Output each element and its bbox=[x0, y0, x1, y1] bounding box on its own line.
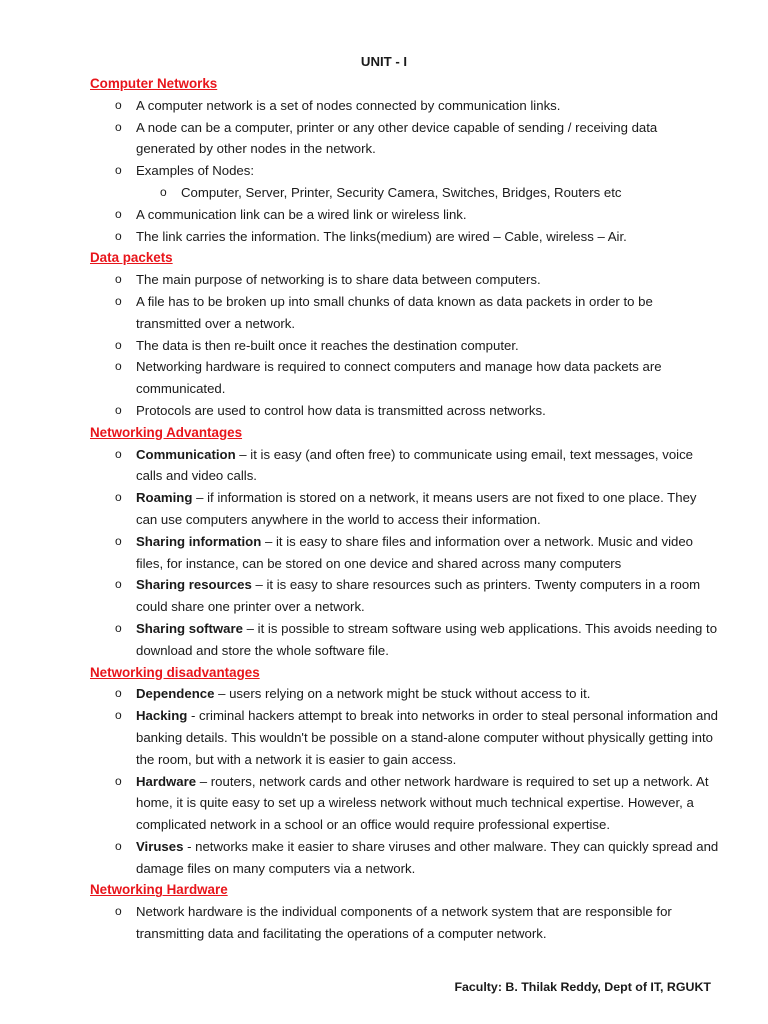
list-item: o Dependence – users relying on a network might be stuck without access to it. bbox=[90, 683, 720, 705]
list-item: o The link carries the information. The links(medium) are wired – Cable, wireless – Air. bbox=[90, 226, 720, 248]
term: Sharing resources bbox=[136, 577, 252, 593]
bullet-list bbox=[90, 95, 720, 182]
term: Sharing information bbox=[136, 533, 262, 549]
term: Hacking bbox=[136, 708, 188, 724]
section-data-packets bbox=[90, 247, 720, 421]
list-item: o Examples of Nodes: bbox=[90, 160, 720, 182]
list-item: o Sharing resources – it is easy to share resources such as printers. Twenty computers in a room could share one printer over a network. bbox=[90, 574, 720, 618]
list-item: o Hardware – routers, network cards and other network hardware is required to set up a network. At home, it is quite easy to set up a wireless network without much technical expertise. However, a complicated network in a school or an office would require professional expertise. bbox=[90, 771, 720, 836]
bullet-list bbox=[90, 204, 720, 248]
section-networking-hardware bbox=[90, 879, 720, 944]
list-item: o Sharing information – it is easy to share files and information over a network. Music and video files, for instance, can be stored on one device and shared across many computers bbox=[90, 531, 720, 575]
list-item: o A communication link can be a wired link or wireless link. bbox=[90, 204, 720, 226]
section-heading: Networking Advantages bbox=[90, 424, 243, 440]
document-body bbox=[90, 73, 720, 945]
bullet-list bbox=[90, 444, 720, 662]
term: Viruses bbox=[136, 838, 184, 854]
term: Hardware bbox=[136, 773, 197, 789]
list-item: o Roaming – if information is stored on a network, it means users are not fixed to one place. They can use computers anywhere in the world to access their information. bbox=[90, 487, 720, 531]
list-item: o A file has to be broken up into small chunks of data known as data packets in order to be transmitted over a network. bbox=[90, 291, 720, 335]
bullet-list bbox=[90, 901, 720, 945]
section-networking-disadvantages bbox=[90, 662, 720, 880]
term: Dependence bbox=[136, 686, 215, 702]
list-item: o The data is then re-built once it reaches the destination computer. bbox=[90, 335, 720, 357]
list-item: o Sharing software – it is possible to stream software using web applications. This avoids needing to download and store the whole software file. bbox=[90, 618, 720, 662]
term: Sharing software bbox=[136, 620, 243, 636]
list-item: o The main purpose of networking is to share data between computers. bbox=[90, 269, 720, 291]
section-heading: Data packets bbox=[90, 250, 173, 266]
footer-faculty: Faculty: B. Thilak Reddy, Dept of IT, RGUKT bbox=[454, 980, 711, 994]
list-item: o A node can be a computer, printer or any other device capable of sending / receiving data generated by other nodes in the network. bbox=[90, 117, 720, 161]
list-item: o Protocols are used to control how data is transmitted across networks. bbox=[90, 400, 720, 422]
bullet-list bbox=[90, 683, 720, 879]
list-item: o Hacking - criminal hackers attempt to break into networks in order to steal personal information and banking details. This wouldn't be possible on a stand-alone computer without physically getting into the room, but with a network it is easier to gain access. bbox=[90, 705, 720, 770]
list-item: o Network hardware is the individual components of a network system that are responsible for transmitting data and facilitating the operations of a computer network. bbox=[90, 901, 720, 945]
list-item: o Computer, Server, Printer, Security Camera, Switches, Bridges, Routers etc bbox=[90, 182, 720, 204]
section-computer-networks bbox=[90, 73, 720, 247]
page-title: UNIT - I bbox=[360, 54, 408, 69]
term: Communication bbox=[136, 446, 236, 462]
sub-bullet-list bbox=[90, 182, 720, 204]
section-networking-advantages bbox=[90, 422, 720, 662]
list-item: o Communication – it is easy (and often free) to communicate using email, text messages, voice calls and video calls. bbox=[90, 444, 720, 488]
section-heading: Networking Hardware bbox=[90, 882, 228, 898]
list-item: o Viruses - networks make it easier to share viruses and other malware. They can quickly spread and damage files on many computers via a network. bbox=[90, 836, 720, 880]
list-item: o A computer network is a set of nodes connected by communication links. bbox=[90, 95, 720, 117]
list-item: o Networking hardware is required to connect computers and manage how data packets are communicated. bbox=[90, 356, 720, 400]
section-heading: Networking disadvantages bbox=[90, 664, 260, 680]
term: Roaming bbox=[136, 490, 193, 506]
section-heading: Computer Networks bbox=[90, 76, 218, 91]
bullet-list bbox=[90, 269, 720, 422]
